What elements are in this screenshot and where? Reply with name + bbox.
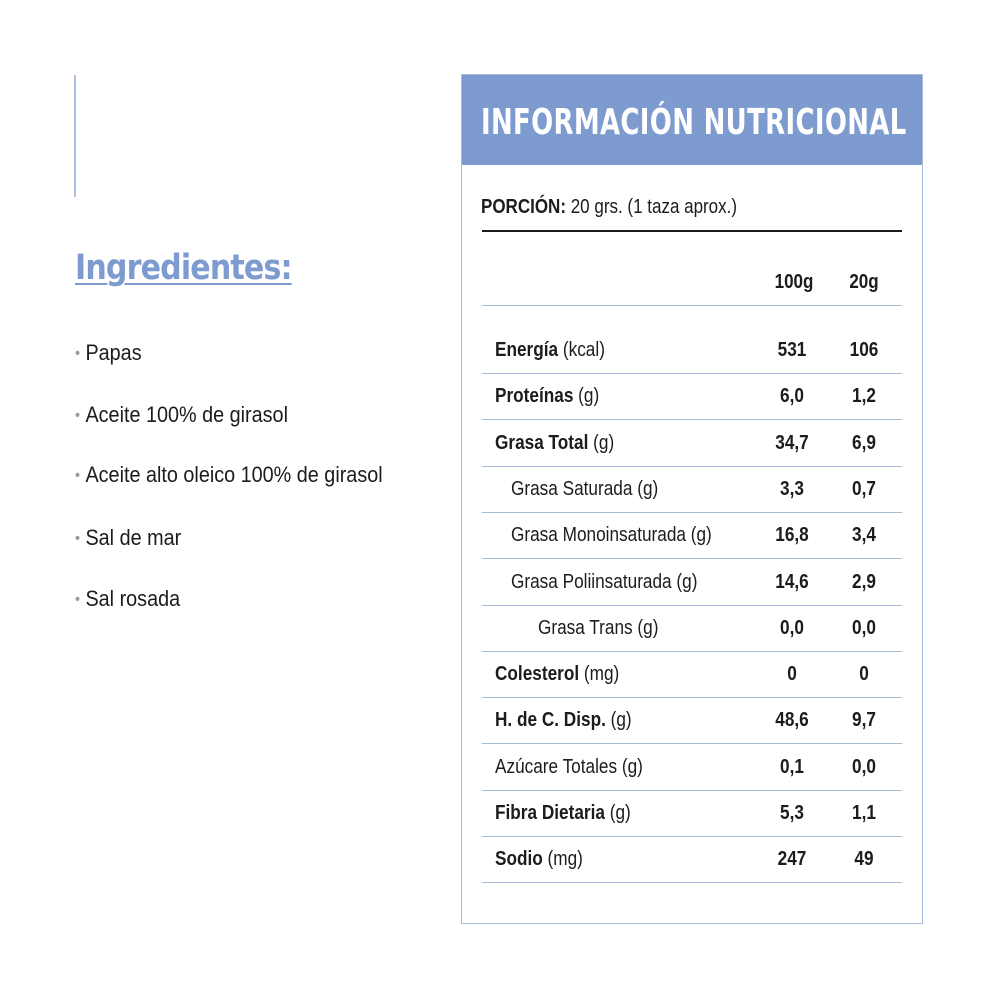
nutrient-unit: (mg)	[547, 848, 583, 871]
nutrient-value-100g: 5,3	[780, 802, 804, 824]
nutrient-unit: (g)	[637, 477, 659, 500]
nutrient-name: Sodio	[495, 848, 543, 871]
nutrient-value-20g: 0,0	[852, 616, 876, 639]
nutrient-value-20g: 0,7	[852, 477, 876, 500]
ingredient-item	[75, 402, 288, 428]
bullet-icon: •	[75, 345, 81, 362]
nutrient-unit: (kcal)	[562, 339, 605, 361]
nutrient-value-20g: 106	[849, 339, 879, 361]
bullet-icon: •	[75, 467, 81, 484]
nutrient-unit: (g)	[578, 385, 600, 408]
nutrient-label	[495, 663, 619, 686]
ingredient-text: Sal rosada	[85, 586, 181, 611]
ingredient-text: Aceite 100% de girasol	[85, 402, 288, 427]
nutrient-name: Grasa Poliinsaturada	[511, 570, 672, 593]
nutrient-unit: (g)	[690, 524, 712, 547]
nutrient-name: Grasa Trans	[538, 616, 633, 639]
ingredients-title: Ingredientes:	[75, 248, 292, 288]
row-divider	[482, 882, 902, 883]
portion-value: 20 grs. (1 taza aprox.)	[570, 196, 738, 218]
ingredient-text: Aceite alto oleico 100% de girasol	[85, 462, 383, 487]
nutrient-value-100g: 247	[777, 848, 807, 871]
nutrition-title: INFORMACIÓN NUTRICIONAL	[481, 102, 907, 143]
nutrient-name: Colesterol	[495, 663, 580, 686]
nutrient-name: Proteínas	[495, 385, 574, 408]
nutrient-label	[511, 478, 658, 501]
nutrient-value-100g: 0,1	[780, 755, 804, 778]
row-divider	[482, 836, 902, 837]
nutrient-value-20g: 0	[859, 663, 869, 686]
nutrient-unit: (g)	[676, 570, 698, 593]
nutrient-value-20g: 0,0	[852, 755, 876, 778]
nutrient-value-20g: 2,9	[852, 570, 876, 593]
decorative-vertical-line	[74, 75, 76, 197]
ingredient-item	[75, 525, 181, 551]
nutrient-label	[511, 571, 697, 594]
nutrient-label	[495, 339, 605, 362]
nutrient-name: Azúcare Totales	[495, 755, 618, 778]
column-header-100g: 100g	[774, 271, 814, 293]
row-divider	[482, 558, 902, 559]
nutrient-value-100g: 48,6	[775, 709, 809, 732]
nutrient-value-20g: 3,4	[852, 524, 876, 547]
row-divider	[482, 790, 902, 791]
nutrient-label	[538, 617, 658, 640]
header-divider	[482, 305, 902, 306]
nutrient-value-100g: 16,8	[775, 524, 809, 547]
nutrient-name: H. de C. Disp.	[495, 709, 606, 732]
nutrient-name: Grasa Total	[495, 431, 589, 454]
nutrient-value-100g: 34,7	[775, 431, 809, 454]
nutrient-value-20g: 49	[854, 848, 874, 871]
column-header-20g: 20g	[849, 271, 879, 293]
nutrient-value-20g: 1,2	[852, 385, 876, 408]
nutrient-unit: (g)	[593, 431, 615, 454]
row-divider	[482, 651, 902, 652]
nutrition-panel	[461, 74, 923, 924]
row-divider	[482, 743, 902, 744]
nutrient-unit: (g)	[637, 616, 659, 639]
bullet-icon: •	[75, 591, 81, 608]
bullet-icon: •	[75, 530, 81, 547]
nutrient-label	[495, 709, 632, 732]
nutrient-value-100g: 0	[787, 663, 797, 686]
nutrient-label	[511, 524, 712, 547]
nutrient-unit: (g)	[621, 755, 643, 778]
nutrient-value-100g: 3,3	[780, 477, 804, 500]
ingredient-text: Sal de mar	[85, 525, 182, 550]
portion-divider	[482, 230, 902, 232]
row-divider	[482, 512, 902, 513]
portion-line	[481, 196, 737, 219]
nutrient-value-20g: 9,7	[852, 709, 876, 732]
nutrient-value-100g: 14,6	[775, 570, 809, 593]
nutrient-unit: (g)	[609, 802, 631, 824]
row-divider	[482, 697, 902, 698]
nutrient-value-100g: 6,0	[780, 385, 804, 408]
nutrient-unit: (mg)	[583, 663, 620, 686]
nutrient-label	[495, 385, 599, 408]
nutrient-name: Fibra Dietaria	[495, 802, 605, 824]
nutrient-value-100g: 531	[777, 339, 807, 361]
ingredient-item	[75, 462, 383, 488]
nutrient-label	[495, 756, 643, 779]
nutrient-name: Grasa Saturada	[511, 477, 633, 500]
row-divider	[482, 419, 902, 420]
nutrition-header	[462, 75, 922, 165]
nutrient-value-100g: 0,0	[780, 616, 804, 639]
portion-label: PORCIÓN:	[481, 196, 566, 218]
nutrient-value-20g: 6,9	[852, 431, 876, 454]
nutrient-name: Energía	[495, 339, 559, 361]
nutrient-label	[495, 802, 631, 825]
bullet-icon: •	[75, 407, 81, 424]
ingredient-item	[75, 340, 142, 366]
nutrient-unit: (g)	[610, 709, 632, 732]
nutrient-label	[495, 432, 614, 455]
ingredient-item	[75, 586, 180, 612]
ingredient-text: Papas	[85, 340, 142, 365]
row-divider	[482, 605, 902, 606]
nutrient-label	[495, 848, 583, 871]
row-divider	[482, 373, 902, 374]
nutrient-value-20g: 1,1	[852, 802, 876, 824]
nutrient-name: Grasa Monoinsaturada	[511, 524, 686, 547]
row-divider	[482, 466, 902, 467]
